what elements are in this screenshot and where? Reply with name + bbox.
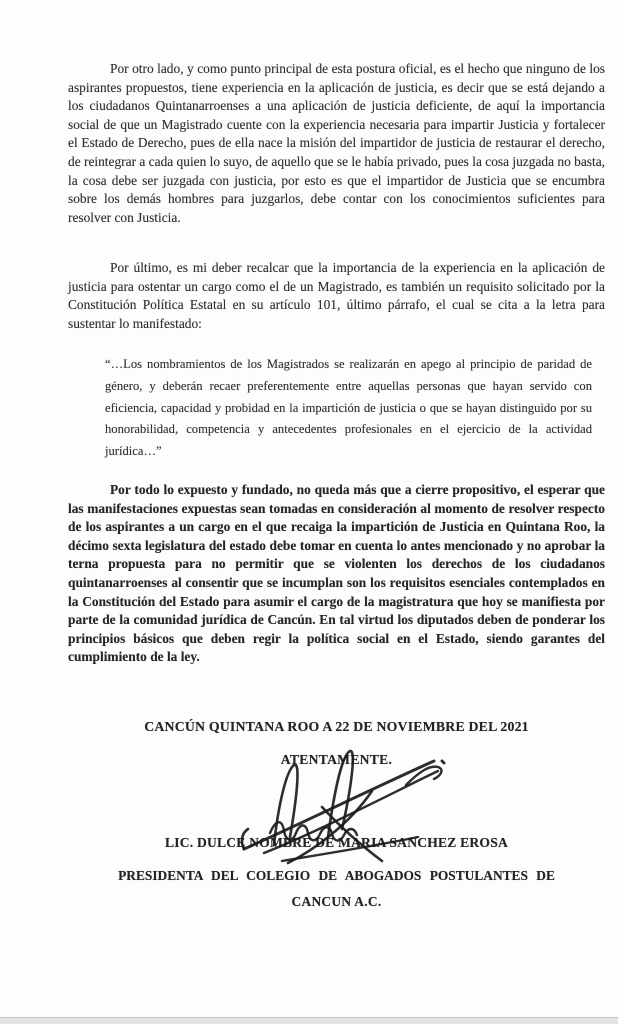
paragraph-1: Por otro lado, y como punto principal de esta postura oficial, es el hecho que ninguno de los aspirantes propuestos, tiene experiencia en la aplicación de justicia, es decir que se está dejando a los ciudadanos Quintanarroenses a una aplicación de justicia deficiente, de aquí la importancia social de que un Magistrado cuente con la experiencia necesaria para impartir Justicia y fortalecer el Estado de Derecho, pues de ella nace la misión del impartidor de justicia de restaurar el derecho, de reintegrar a cada quien lo suyo, de aquello que se le había privado, pues la cosa juzgada no basta, la cosa debe ser juzgada con justicia, por esto es que el impartidor de Justicia que se encumbra sobre los demás hombres para juzgarlos, debe contar con los conocimientos suficientes para resolver con Justicia. [68,61,605,225]
constitution-quote-block: “…Los nombramientos de los Magistrados se realizarán en apego al principio de paridad de género, y deberán recaer preferentemente entre aquellas personas que hayan servido con eficiencia, capacidad y probidad en la impartición de justicia o que se hayan distinguido por su honorabilidad, competencia y antecedentes profesionales en el ejercicio de la actividad jurídica…” [105,357,592,459]
signatory-title-line-1: PRESIDENTA DEL COLEGIO DE ABOGADOS POSTULANTES DE [118,868,555,883]
page-bottom-edge [0,1017,618,1024]
salutation-line: ATENTAMENTE. [280,752,393,767]
signatory-name: LIC. DULCE NOMBRE DE MARIA SANCHEZ EROSA [165,835,508,850]
paragraph-3-closing-argument: Por todo lo expuesto y fundado, no queda más que a cierre propositivo, el esperar que las manifestaciones expuestas sean tomadas en consideración al momento de resolver respecto de los aspirantes a un cargo en el que recaiga la impartición de Justicia en Quintana Roo, la décimo sexta legislatura del estado debe tomar en cuenta lo antes mencionado y no aprobar la terna propuesta para no permitir que se violenten los derechos de los ciudadanos quintanarroenses al consentir que se incumplan son los requisitos esenciales contemplados en la Constitución del Estado para asumir el cargo de la magistratura que hoy se manifiesta por parte de la comunidad jurídica de Cancún. En tal virtud los diputados deben de ponderar los principios básicos que deben regir la política social en el Estado, siendo garantes del cumplimiento de la ley. [68,482,605,665]
paragraph-2: Por último, es mi deber recalcar que la importancia de la experiencia en la aplicación de justicia para ostentar un cargo como el de un Magistrado, es también un requisito solicitado por la Constitución Política Estatal en su artículo 101, último párrafo, el cual se cita a la letra para sustentar lo manifestado: [68,260,605,331]
date-line: CANCÚN QUINTANA ROO A 22 DE NOVIEMBRE DEL 2021 [144,719,529,734]
handwritten-signature-icon [230,745,452,867]
signatory-title-line-2: CANCUN A.C. [291,894,382,909]
